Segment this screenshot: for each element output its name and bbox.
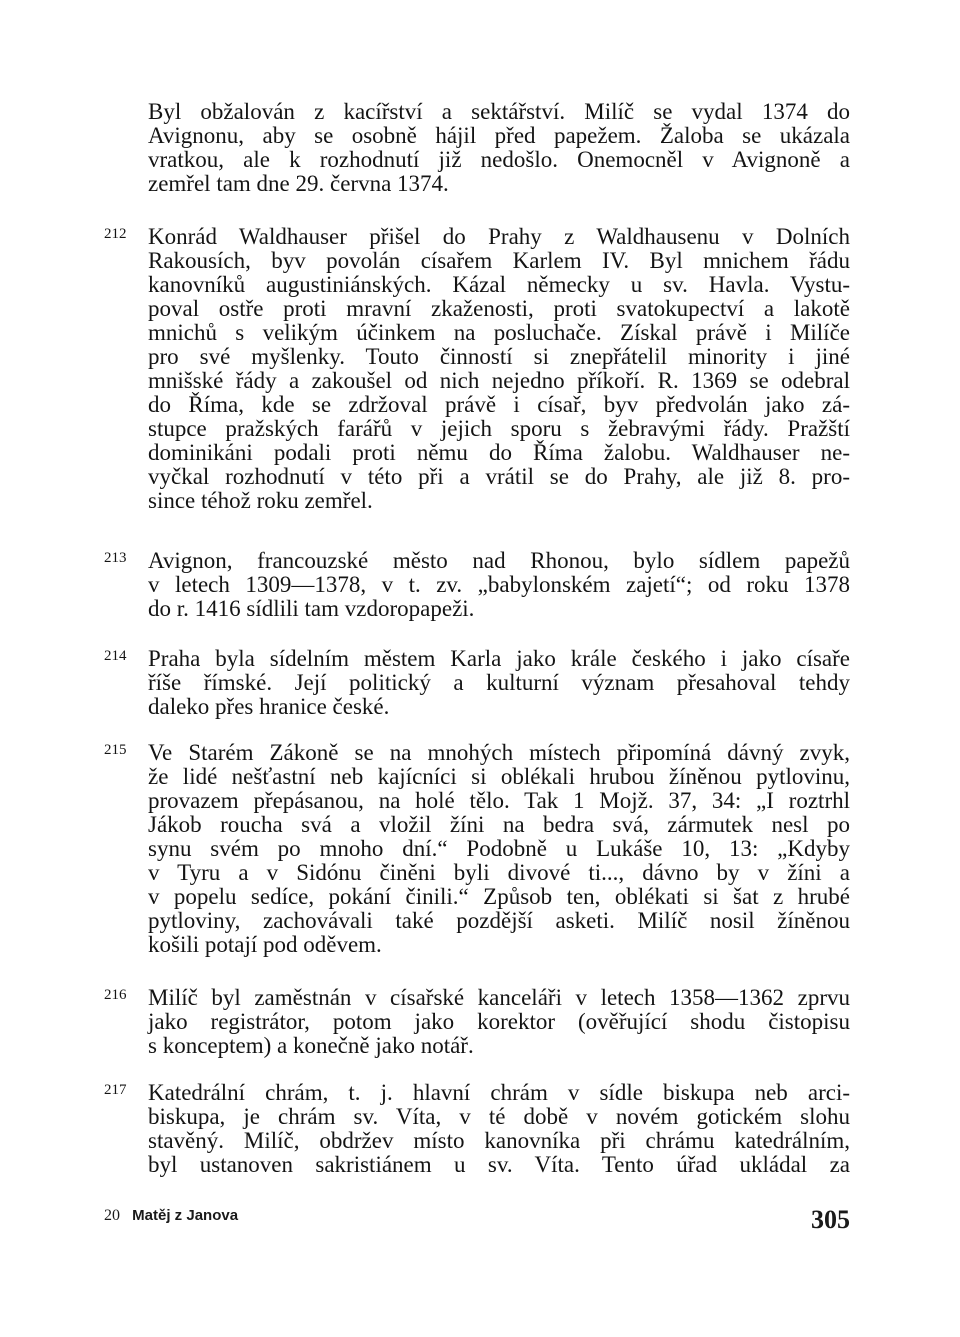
text-line: s konceptem) a konečně jako notář. [148,1033,474,1058]
text-line: poval ostře proti mravní zkaženosti, proti svatokupectví a lakotě [148,296,850,321]
text-line: zemřel tam dne 29. června 1374. [148,171,449,196]
page-footer [104,1207,238,1225]
page-number: 305 [811,1205,850,1234]
text-line: provazem přepásanou, na holé tělo. Tak 1 Mojž. 37, 34: „I roztrhl [148,788,850,813]
text-line: do Říma, kde se zdržoval právě i císař, byv předvolán jako zá- [148,392,850,417]
printer-signature: 20 [104,1207,120,1224]
text-line: v letech 1309—1378, v t. zv. „babylonském zajetí“; od roku 1378 [148,572,850,597]
text-line: že lidé nešťastní neb kajícníci si oblékali hrubou žíněnou pytlovinu, [148,764,850,789]
text-line: Avignonu, aby se osobně hájil před papežem. Žaloba se ukázala [148,123,850,148]
text-line: vratkou, ale k rozhodnutí již nedošlo. Onemocněl v Avignoně a [148,147,850,172]
text-line: stupce pražských farářů v jejich sporu s žebravými řády. Pražští [148,416,850,441]
text-line: dominikáni podali proti němu do Říma žalobu. Waldhauser ne- [148,440,850,465]
text-line: Praha byla sídelním městem Karla jako krále českého i jako císaře [148,646,850,671]
text-line: jako registrátor, potom jako korektor (ověřující shodu čistopisu [148,1009,850,1034]
running-title: Matěj z Janova [132,1207,239,1224]
footnote-number: 215 [104,742,127,758]
text-line: since téhož roku zemřel. [148,488,373,513]
text-line: košili potají pod oděvem. [148,932,382,957]
text-line: Avignon, francouzské město nad Rhonou, bylo sídlem papežů [148,548,850,573]
text-line: v popelu sedíce, pokání činili.“ Způsob ten, oblékati si šat z hrubé [148,884,850,909]
text-line: daleko přes hranice české. [148,694,390,719]
text-line: vyčkal rozhodnutí v této při a vrátil se do Prahy, ale již 8. pro- [148,464,850,489]
text-line: mnichů s velikým účinkem na posluchače. Získal právě i Milíče [148,320,850,345]
footnote-number: 212 [104,226,127,242]
footnote-number: 214 [104,648,127,664]
text-line: stavěný. Milíč, obdržev místo kanovníka při chrámu katedrálním, [148,1128,850,1153]
footnote-number: 216 [104,987,127,1003]
text-line: pytloviny, zachovávali také pozdější asketi. Milíč nosil žíněnou [148,908,850,933]
text-line: synu svém po mnoho dní.“ Podobně u Lukáše 10, 13: „Kdyby [148,836,850,861]
text-line: Jákob roucha svá a vložil žíni na bedra svá, zármutek nesl po [148,812,850,837]
text-line: Byl obžalován z kacířství a sektářství. Milíč se vydal 1374 do [148,99,850,124]
text-line: pro své myšlenky. Touto činností si znepřátelil minority i jiné [148,344,850,369]
text-line: Konrád Waldhauser přišel do Prahy z Waldhausenu v Dolních [148,224,850,249]
footnote-number: 217 [104,1082,127,1098]
text-line: Milíč byl zaměstnán v císařské kanceláři v letech 1358—1362 zprvu [148,985,850,1010]
text-line: v Tyru a v Sidónu činěni byli divové ti..., dávno by v žíni a [148,860,850,885]
text-line: mnišské řády a zakoušel od nich nejedno příkoří. R. 1369 se odebral [148,368,850,393]
text-line: biskupa, je chrám sv. Víta, v té době v novém gotickém slohu [148,1104,850,1129]
text-line: říše římské. Její politický a kulturní význam přesahoval tehdy [148,670,850,695]
text-line: byl ustanoven sakristiánem u sv. Víta. Tento úřad ukládal za [148,1152,850,1177]
text-line: Rakousích, byv povolán císařem Karlem IV. Byl mnichem řádu [148,248,850,273]
text-line: do r. 1416 sídlili tam vzdoropapeži. [148,596,475,621]
footnote-number: 213 [104,550,127,566]
text-line: kanovníků augustiniánských. Kázal německy u sv. Havla. Vystu- [148,272,850,297]
text-line: Ve Starém Zákoně se na mnohých místech připomíná dávný zvyk, [148,740,850,765]
text-line: Katedrální chrám, t. j. hlavní chrám v sídle biskupa neb arci- [148,1080,850,1105]
